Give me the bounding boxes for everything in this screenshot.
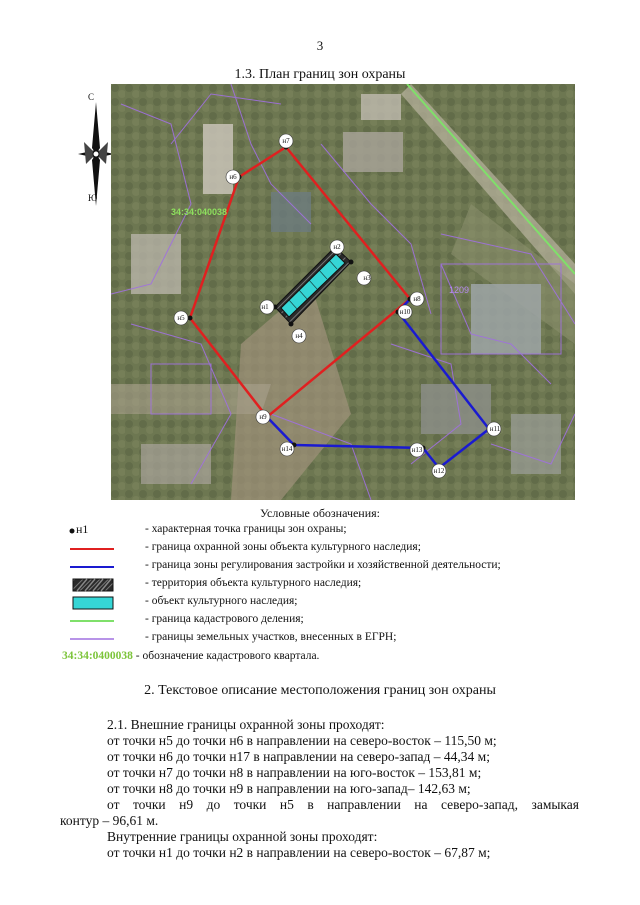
- map-point-label: н1: [261, 303, 269, 311]
- legend-title: Условные обозначения:: [259, 506, 381, 520]
- map-point-label: н7: [282, 137, 290, 145]
- map-point-label: н8: [413, 295, 421, 303]
- boundary-line: от точки н1 до точки н2 в направлении на северо-восток – 67,87 м;: [107, 845, 491, 860]
- hatched-area-icon: [60, 576, 150, 594]
- map-point-label: н14: [281, 445, 293, 453]
- legend-cadastral-quarter: [62, 650, 319, 662]
- outer-heading: 2.1. Внешние границы охранной зоны проходят:: [107, 717, 385, 732]
- satellite-map: [111, 84, 575, 500]
- legend-item-land-plots: [60, 630, 600, 648]
- legend-item-cadastral-boundary: [60, 612, 600, 630]
- map-point-label: н3: [363, 274, 371, 282]
- compass-north-label: С: [88, 92, 95, 102]
- boundary-line: от точки н9 до точки н5 в направлении на северо-запад, замыкая: [107, 797, 579, 812]
- purple-line-icon: [60, 630, 150, 648]
- section-title: 1.3. План границ зон охраны: [234, 67, 406, 82]
- legend-item-regulation-zone: [60, 558, 600, 576]
- map-point-label: н4: [295, 332, 303, 340]
- legend-item-heritage-territory: [60, 576, 600, 594]
- point-symbol-icon: [60, 522, 150, 540]
- legend-text: - территория объекта культурного наследия;: [145, 577, 362, 589]
- legend-item-heritage-object: [60, 594, 600, 612]
- cyan-area-icon: [60, 594, 150, 612]
- cadastral-code-description: - обозначение кадастрового квартала.: [132, 650, 320, 662]
- legend-text: - границы земельных участков, внесенных в ЕГРН;: [145, 631, 397, 643]
- map-point-label: н10: [399, 308, 411, 316]
- plot-number-label: 1209: [449, 285, 470, 295]
- cadastral-code: 34:34:0400038: [62, 650, 133, 662]
- map-point-label: н6: [229, 173, 237, 181]
- map-point-label: н5: [177, 314, 185, 322]
- legend-text: - граница кадастрового деления;: [145, 613, 304, 625]
- page-number: 3: [316, 38, 324, 53]
- map-point-label: н2: [333, 243, 341, 251]
- compass-south-label: Ю: [88, 193, 98, 203]
- boundary-line: от точки н8 до точки н9 в направлении на юго-запад– 142,63 м;: [107, 781, 471, 796]
- map-point-label: н13: [411, 446, 423, 454]
- legend-item-point: [60, 522, 600, 540]
- boundary-line: от точки н5 до точки н6 в направлении на северо-восток – 115,50 м;: [107, 733, 497, 748]
- blue-line-icon: [60, 558, 150, 576]
- map-point-label: н9: [259, 413, 267, 421]
- legend-item-protection-zone: [60, 540, 600, 558]
- section2-title: 2. Текстовое описание местоположения границ зон охраны: [144, 683, 496, 698]
- legend-text: - граница охранной зоны объекта культурного наследия;: [145, 541, 421, 553]
- boundary-line: от точки н7 до точки н8 в направлении на юго-восток – 153,81 м;: [107, 765, 482, 780]
- map-point-label: н11: [489, 425, 501, 433]
- cadastral-quarter-label: 34:34:040038: [171, 207, 228, 217]
- legend-text: - граница зоны регулирования застройки и хозяйственной деятельности;: [145, 559, 501, 571]
- boundary-line-continued: контур – 96,61 м.: [60, 813, 159, 828]
- map-point-label: н12: [433, 467, 445, 475]
- green-line-icon: [60, 612, 150, 630]
- inner-heading: Внутренние границы охранной зоны проходят:: [107, 829, 378, 844]
- boundary-line: от точки н6 до точки н17 в направлении на северо-запад – 44,34 м;: [107, 749, 490, 764]
- legend-point-label: н1: [76, 522, 89, 536]
- legend-text: - характерная точка границы зон охраны;: [145, 523, 347, 535]
- red-line-icon: [60, 540, 150, 558]
- protection-zone-map: [111, 84, 575, 500]
- legend-text: - объект культурного наследия;: [145, 595, 298, 607]
